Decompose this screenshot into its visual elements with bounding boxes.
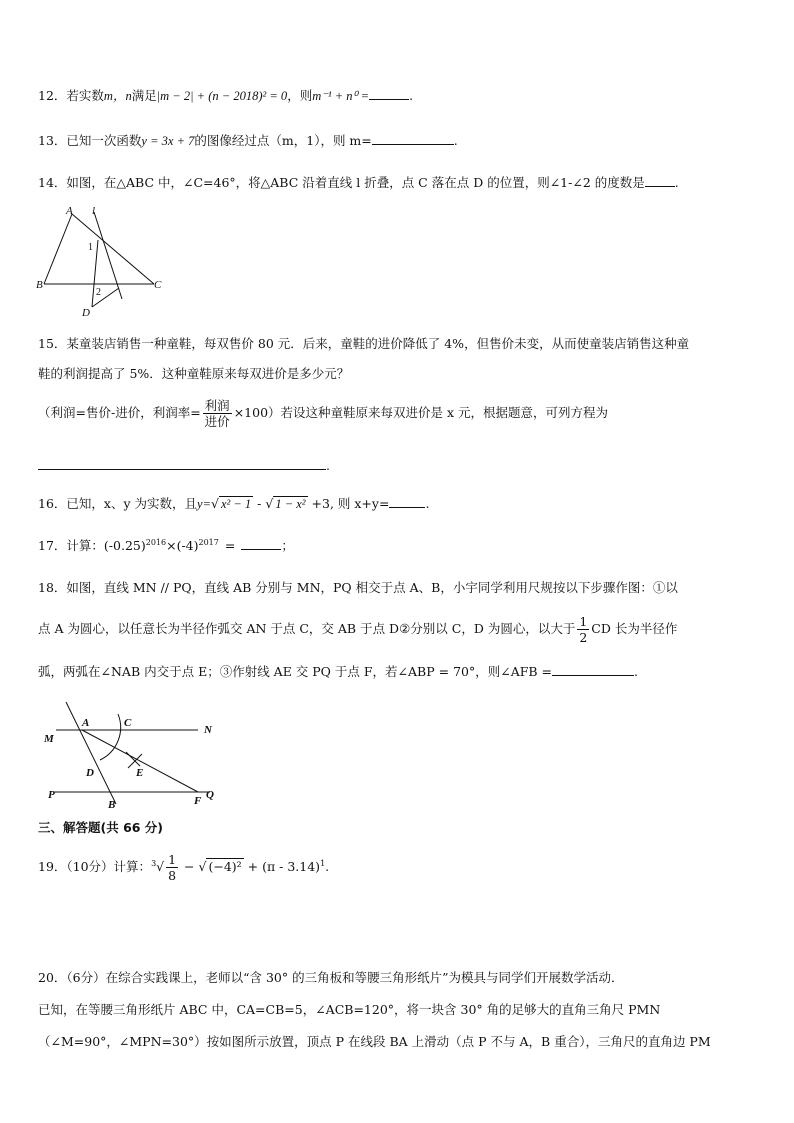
- fraction-one-half: [577, 614, 589, 645]
- question-number: 12．: [38, 88, 67, 103]
- question-text: 的图像经过点（m，1），则 m=: [194, 133, 372, 148]
- question-text: 如图，直线 MN // PQ，直线 AB 分别与 MN，PQ 相交于点 A、B，小宇同学利用尺规按以下步骤作图：①以: [66, 580, 678, 595]
- question-20-line-3: [38, 1032, 711, 1050]
- question-15-answer: [38, 458, 330, 473]
- question-text: CD 长为半径作: [591, 621, 678, 636]
- sqrt-radicand-2: 1 − x²: [275, 497, 306, 511]
- note-text: ×100）若设这种童鞋原来每双进价是 x 元，根据题意，可列方程为: [233, 405, 609, 420]
- question-number: 20．: [38, 970, 67, 985]
- label-Q: Q: [206, 789, 214, 801]
- label-P: P: [48, 789, 55, 801]
- section-heading: 三、解答题(共 66 分): [38, 820, 164, 835]
- fold-line-l: [94, 212, 122, 299]
- question-16: [38, 494, 429, 512]
- question-number: 14．: [38, 175, 67, 190]
- question-number: 17．: [38, 538, 67, 553]
- question-number: 15．: [38, 336, 67, 351]
- label-B: B: [36, 279, 43, 291]
- label-M: M: [44, 733, 54, 745]
- sqrt-sign: √: [198, 859, 207, 874]
- question-18-line-2: [38, 614, 677, 645]
- question-15-line-2: [38, 364, 349, 382]
- answer-blank: [372, 133, 454, 145]
- sqrt-sign: √: [156, 859, 165, 874]
- figure-14-triangle-fold: [34, 202, 174, 320]
- question-20-line-2: [38, 1000, 660, 1018]
- question-text: 已知，x、y 为实数，且: [66, 496, 197, 511]
- fraction-denominator: 进价: [204, 414, 230, 429]
- fraction-profit-over-cost: [203, 398, 232, 429]
- answer-blank: [38, 458, 326, 470]
- cube-root-index: 3: [151, 858, 157, 868]
- period: .: [634, 664, 639, 679]
- question-text: 已知，在等腰三角形纸片 ABC 中，CA=CB=5，∠ACB=120°，将一块含 30° 角的足够大的直角三角尺 PMN: [38, 1002, 661, 1017]
- math-expression: m⁻¹ + n⁰ =: [312, 89, 370, 103]
- segment-AC: [72, 214, 154, 284]
- label-l: l: [92, 205, 96, 217]
- semicolon: ；: [281, 538, 294, 553]
- question-text: 若实数: [66, 88, 104, 103]
- question-19: [38, 852, 329, 883]
- question-18-line-3: [38, 662, 638, 680]
- question-text: ，则: [287, 88, 313, 103]
- question-number: 13．: [38, 133, 67, 148]
- answer-blank: [241, 538, 281, 550]
- sqrt-sign: √: [210, 496, 219, 511]
- period: .: [326, 458, 330, 473]
- question-text: （10分）计算：: [66, 859, 152, 874]
- note-text: （利润=售价-进价，利润率=: [38, 405, 201, 420]
- period: .: [453, 133, 458, 148]
- question-text: 弧，两弧在∠NAB 内交于点 E；③作射线 AE 交 PQ 于点 F，若∠ABP = 70°，则∠AFB =: [38, 664, 553, 679]
- fraction-denominator: 8: [168, 868, 177, 883]
- ray-AF: [82, 730, 198, 792]
- question-number: 19．: [38, 859, 67, 874]
- fraction-numerator: 利润: [204, 398, 230, 413]
- minus-sign: −: [180, 859, 199, 874]
- math-base-2: ×(-4): [166, 538, 199, 553]
- math-variables: m，n: [103, 89, 132, 103]
- period: .: [409, 88, 414, 103]
- minus-sign: -: [253, 496, 266, 511]
- label-1: 1: [88, 242, 93, 253]
- exponent: 1: [320, 858, 326, 868]
- label-B: B: [108, 799, 116, 810]
- question-text: +3, 则 x+y=: [307, 496, 390, 511]
- math-expression: y = 3x + 7: [141, 134, 195, 148]
- sqrt-radicand: (−4)²: [208, 859, 242, 874]
- question-15-note: [38, 398, 608, 429]
- exponent-2: 2017: [198, 537, 219, 547]
- sqrt-radicand-1: x² − 1: [220, 497, 252, 511]
- fraction-denominator: 2: [579, 630, 588, 645]
- question-text: 某童装店销售一种童鞋，每双售价 80 元．后来，童鞋的进价降低了 4%，但售价未变，从而使童装店销售这种童: [66, 336, 690, 351]
- segment-AB: [44, 214, 72, 284]
- label-A: A: [66, 205, 73, 217]
- label-E: E: [136, 767, 144, 779]
- math-expression: |m − 2| + (n − 2018)² = 0: [156, 89, 288, 103]
- arc-E-1: [126, 752, 140, 766]
- question-text: 如图，在△ABC 中，∠C=46°，将△ABC 沿着直线 l 折叠，点 C 落在点 D 的位置，则∠1-∠2 的度数是: [66, 175, 645, 190]
- figure-18-parallel-lines: [38, 700, 228, 810]
- question-number: 16．: [38, 496, 67, 511]
- question-text: 点 A 为圆心，以任意长为半径作弧交 AN 于点 C，交 AB 于点 D②分别以 C，D 为圆心，以大于: [38, 621, 576, 636]
- math-tail: + (π - 3.14): [243, 859, 321, 874]
- period: .: [425, 496, 430, 511]
- question-text: 已知一次函数: [66, 133, 142, 148]
- math-expression: y=: [197, 497, 211, 511]
- math-base-1: (-0.25): [103, 538, 146, 553]
- line-AB: [66, 702, 116, 804]
- label-D: D: [82, 307, 90, 319]
- question-text: （∠M=90°，∠MPN=30°）按如图所示放置，顶点 P 在线段 BA 上滑动（点 P 不与 A，B 重合），三角尺的直角边 PM: [38, 1034, 711, 1049]
- period: .: [325, 859, 330, 874]
- question-20-line-1: [38, 968, 624, 986]
- question-12: [38, 86, 413, 104]
- question-text: 满足: [131, 88, 157, 103]
- label-A: A: [82, 717, 90, 729]
- question-13: [38, 131, 458, 149]
- label-D: D: [86, 767, 94, 779]
- label-C: C: [124, 717, 132, 729]
- arc-CD: [100, 714, 121, 760]
- label-F: F: [194, 795, 202, 807]
- question-14: [38, 173, 679, 191]
- label-N: N: [204, 724, 212, 736]
- answer-blank: [552, 664, 634, 676]
- sqrt-sign: √: [265, 496, 274, 511]
- answer-blank: [389, 496, 425, 508]
- question-17: [38, 536, 294, 554]
- question-number: 18．: [38, 580, 67, 595]
- fraction-numerator: 1: [579, 614, 588, 629]
- question-text: 鞋的利润提高了 5%．这种童鞋原来每双进价是多少元？: [38, 366, 350, 381]
- label-C: C: [154, 279, 162, 291]
- exponent-1: 2016: [145, 537, 167, 547]
- fraction-numerator: 1: [168, 852, 177, 867]
- question-18-line-1: [38, 578, 678, 596]
- equals-sign: =: [224, 538, 236, 553]
- question-15-line-1: [38, 334, 689, 352]
- answer-blank: [369, 88, 409, 100]
- answer-blank: [645, 175, 675, 187]
- question-text: 计算：: [66, 538, 104, 553]
- label-2: 2: [96, 287, 101, 298]
- period: .: [674, 175, 679, 190]
- question-text: （6分）在综合实践课上，老师以“含 30° 的三角板和等腰三角形纸片”为模具与同学们开展数学活动．: [66, 970, 624, 985]
- fraction-one-eighth: [166, 852, 178, 883]
